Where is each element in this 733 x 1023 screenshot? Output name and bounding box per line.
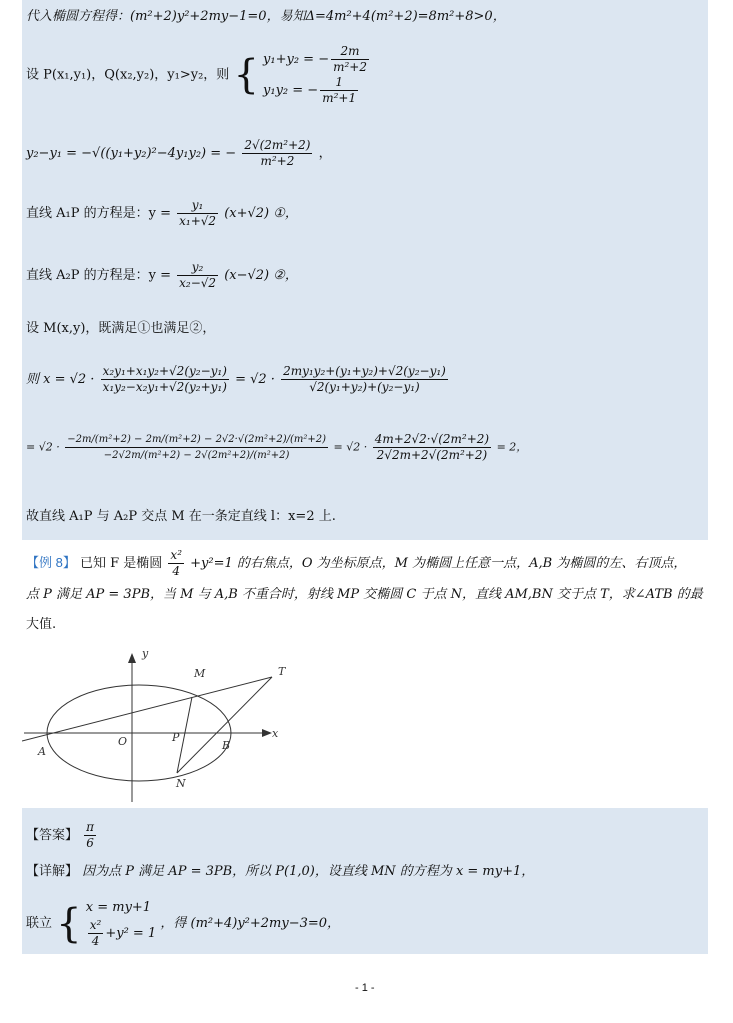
example-label: 【例 8】 xyxy=(26,555,76,570)
detail-label: 【详解】 xyxy=(26,863,79,878)
label-T: T xyxy=(278,665,286,678)
label-x: x xyxy=(272,727,279,740)
answer-label: 【答案】 xyxy=(26,827,79,842)
solution-line-6: 设 M(x,y)，既满足①也满足②， xyxy=(26,321,216,336)
line-NT xyxy=(177,677,272,773)
label-A: A xyxy=(38,745,46,758)
label-B: B xyxy=(222,739,231,752)
label-y: y xyxy=(142,647,149,660)
solution-conclusion: 故直线 A₁P 与 A₂P 交点 M 在一条定直线 l：x=2 上. xyxy=(26,509,336,524)
label-N: N xyxy=(176,777,186,790)
solution-line-4: 直线 A₁P 的方程是：y = $\frac{\text{y₁}}{\text{x₁+√2}}$ (x+√2) ①， xyxy=(26,198,298,228)
label-P: P xyxy=(172,731,180,744)
example-line-1: 【例 8】 已知 F 是椭圆 $\frac{\text{x²}}{4}$ +y²=1 的右焦点，O 为坐标原点，M 为椭圆上任意一点，A,B 为椭圆的左、右顶点， xyxy=(26,548,687,578)
system-brace: { xyxy=(233,52,259,98)
example-line-2: 点 P 满足 AP = 3PB，当 M 与 A,B 不重合时，射线 MP 交椭圆 C 于点 N，直线 AM,BN 交于点 T，求∠ATB 的最 xyxy=(26,587,703,602)
solution-line-7: 则 x = √2 · $\frac{\text{x₂y₁+x₁y₂+√2(y₂−y₁)}}{\text{x₁y₂−x₂y₁+√2(y₂+y₁)}}$ = √2 · $\frac{\text{2my₁y₂+(y₁+y₂)+√2(y₂−y₁)}}{\text{√2(y₁+y₂)+(y₂−y₁)}}$ xyxy=(26,364,446,394)
example-line-3: 大值. xyxy=(26,617,57,632)
ellipse-figure xyxy=(22,645,292,805)
detail-system-brace: { xyxy=(56,900,82,947)
solution-line-8: = √2 · $\frac{\text{−2m/(m²+2) − 2m/(m²+2) − 2√2·√(2m²+2)/(m²+2)}}{\text{−2√2m/(m²+2) − 2√(2m²+2)/(m²+2)}}$ = √2 · $\frac{\text{4m+2√2·√(2m²+2)}}{\text{2√2m+2√(2m²+2)}}$ = 2， xyxy=(26,432,528,462)
solution-line-1: 代入椭圆方程得：(m²+2)y²+2my−1=0，易知Δ=4m²+4(m²+2)=8m²+8>0， xyxy=(26,9,506,24)
detail-line-2: 联立 { x = my+1 $\frac{\text{x²}}{4}$ +y² = 1 ，得 (m²+4)y²+2my−3=0， xyxy=(26,900,341,948)
solution-line-5: 直线 A₂P 的方程是：y = $\frac{\text{y₂}}{\text{x₂−√2}}$ (x−√2) ②， xyxy=(26,260,298,290)
label-O: O xyxy=(118,735,128,748)
solution-line-3: y₂−y₁ = −√((y₁+y₂)²−4y₁y₂) = − $\frac{\text{2√(2m²+2)}}{\text{m²+2}}$ ， xyxy=(26,138,332,168)
label-M: M xyxy=(194,667,206,680)
detail-line-1: 【详解】 因为点 P 满足 AP = 3PB，所以 P(1,0)，设直线 MN 的方程为 x = my+1， xyxy=(26,863,535,879)
x-axis-arrow xyxy=(262,729,272,737)
answer-line: 【答案】 $\frac{\pi}{6}$ xyxy=(26,820,95,850)
page-number: - 1 - xyxy=(355,982,375,994)
y-axis-arrow xyxy=(128,653,136,663)
solution-line-2: 设 P(x₁,y₁)，Q(x₂,y₂)，y₁>y₂，则 { y₁+y₂ = − $\frac{2m}{\text{m²+2}}$ y₁y₂ = − $\frac{1}{\text{m²+1}}$ xyxy=(26,44,367,105)
